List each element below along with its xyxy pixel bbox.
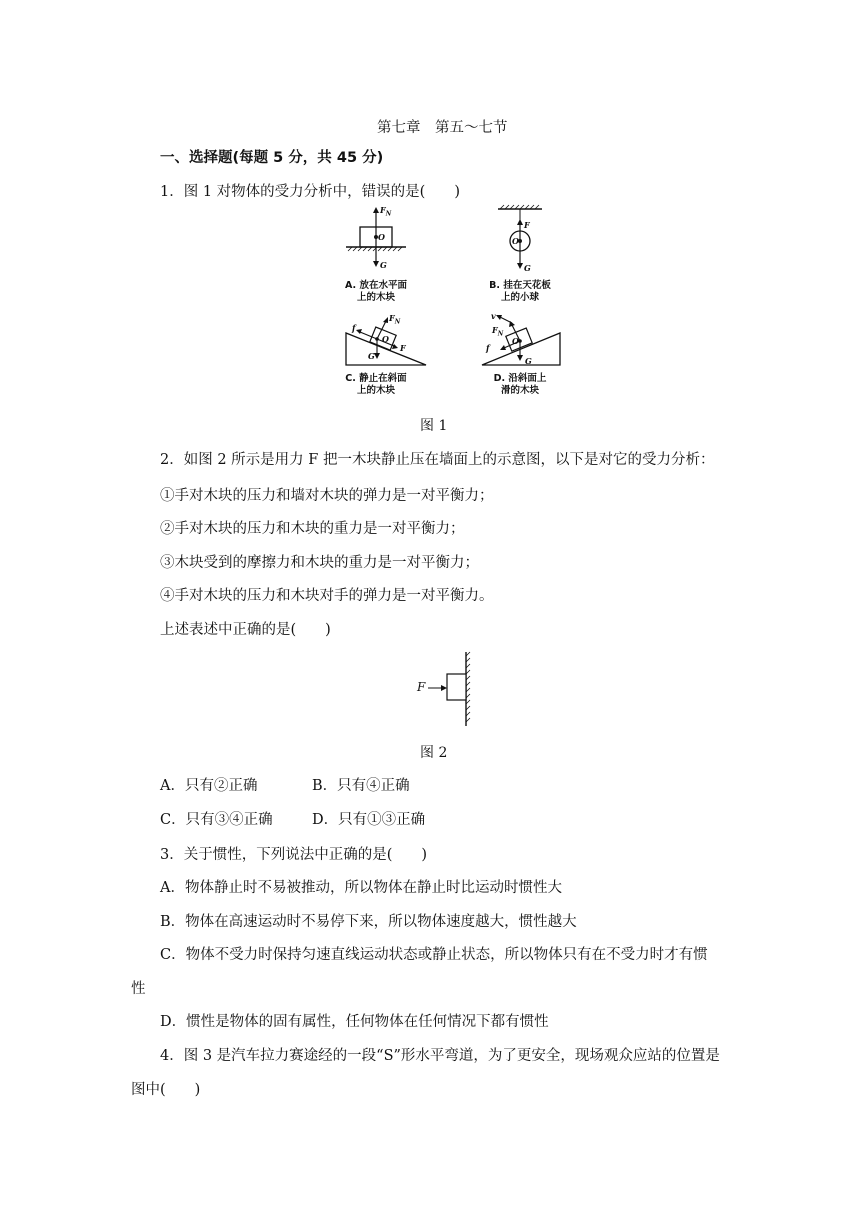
q3-option-d: D．惯性是物体的固有属性，任何物体在任何情况下都有惯性 [160,1014,549,1030]
label-f-d: f [486,343,490,353]
q4-stem-line1: 4．图 3 是汽车拉力赛途经的一段“S”形水平弯道，为了更安全，现场观众应站的位置是 [160,1048,720,1064]
label-f-b: F [524,220,530,230]
q3-option-b: B．物体在高速运动时不易停下来，所以物体速度越大，惯性越大 [160,914,577,930]
q2-option-b: B．只有④正确 [312,778,410,794]
figure-2-f-label: F [417,680,426,694]
q2-option-c: C．只有③④正确 [160,812,273,828]
q4-stem-line2: 图中( ) [131,1082,201,1098]
q2-statement-1: ①手对木块的压力和墙对木块的弹力是一对平衡力； [160,488,494,504]
figure-1-panel-b [470,203,570,281]
label-g-d: G [525,356,532,366]
label-o-b: O [512,236,519,246]
q2-statement-4: ④手对木块的压力和木块对手的弹力是一对平衡力。 [160,588,494,604]
label-o-d: O [512,336,519,346]
q2-statement-3: ③木块受到的摩擦力和木块的重力是一对平衡力； [160,555,479,571]
q1-stem: 1．图 1 对物体的受力分析中，错误的是( ) [160,184,460,200]
figure-1-panel-c [330,313,430,373]
q2-option-d: D．只有①③正确 [312,812,426,828]
label-o-c: O [382,334,389,344]
section-heading: 一、选择题(每题 5 分，共 45 分) [160,150,384,166]
label-v-d: v [491,311,496,321]
page-title: 第七章 第五～七节 [377,120,508,136]
label-g-b: G [524,263,531,273]
caption-d: D. 沿斜面上 滑的木块 [493,373,547,396]
label-fn-d: $F_N$ [492,325,504,338]
q3-option-c-line1: C．物体不受力时保持匀速直线运动状态或静止状态，所以物体只有在不受力时才有惯 [160,947,708,963]
q3-stem: 3．关于惯性，下列说法中正确的是( ) [160,847,428,863]
label-o-a: O [378,232,385,242]
q3-option-c-line2: 性 [131,981,146,997]
q3-option-a: A．物体静止时不易被推动，所以物体在静止时比运动时惯性大 [160,880,562,896]
q2-option-a: A．只有②正确 [160,778,258,794]
figure-1-panel-d [470,313,570,373]
caption-c: C. 静止在斜面 上的木块 [345,373,407,396]
label-g-a: G [380,260,387,270]
figure-1 [330,203,570,413]
label-f-c: f [352,323,356,333]
q2-stem: 2．如图 2 所示是用力 F 把一木块静止压在墙面上的示意图，以下是对它的受力分析： [160,452,715,468]
q2-statement-2: ②手对木块的压力和木块的重力是一对平衡力； [160,521,465,537]
label-g-c: G [368,351,375,361]
figure-1-caption: 图 1 [420,418,448,434]
label-fn-a: $F_N$ [380,205,392,218]
q2-prompt: 上述表述中正确的是( ) [160,622,331,638]
label-fp-c: F [400,343,406,353]
figure-2-caption: 图 2 [420,745,448,761]
label-fn-c: $F_N$ [389,313,401,326]
caption-b: B. 挂在天花板 上的小球 [489,280,551,303]
caption-a: A. 放在水平面 上的木块 [345,280,407,303]
